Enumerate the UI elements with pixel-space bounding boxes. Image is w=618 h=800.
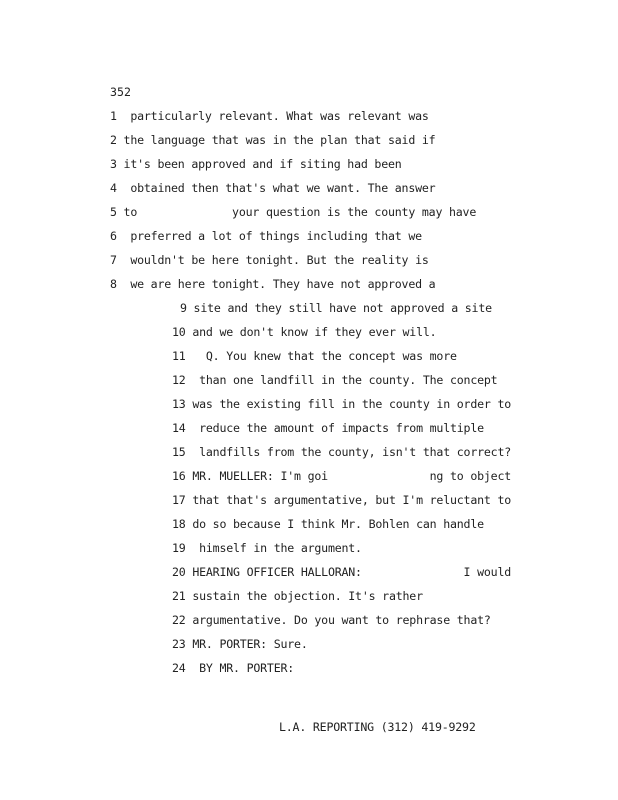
- transcript-line: 12 than one landfill in the county. The concept: [172, 373, 498, 387]
- transcript-line: 21 sustain the objection. It's rather: [172, 589, 423, 603]
- transcript-line: 3 it's been approved and if siting had been: [110, 157, 402, 171]
- transcript-line: 23 MR. PORTER: Sure.: [172, 637, 308, 651]
- transcript-line: 20 HEARING OFFICER HALLORAN: I would: [172, 565, 512, 579]
- transcript-line: 14 reduce the amount of impacts from multiple: [172, 421, 484, 435]
- transcript-line: 2 the language that was in the plan that said if: [110, 133, 436, 147]
- page-number: 352: [110, 85, 131, 99]
- transcript-line: 9 site and they still have not approved a site: [180, 301, 492, 315]
- transcript-line: 18 do so because I think Mr. Bohlen can handle: [172, 517, 484, 531]
- transcript-line: 19 himself in the argument.: [172, 541, 362, 555]
- transcript-line: 8 we are here tonight. They have not approved a: [110, 277, 436, 291]
- transcript-line: 15 landfills from the county, isn't that correct?: [172, 445, 512, 459]
- transcript-line: 13 was the existing fill in the county in order to: [172, 397, 512, 411]
- transcript-line: 17 that that's argumentative, but I'm reluctant to: [172, 493, 512, 507]
- transcript-line: 22 argumentative. Do you want to rephrase that?: [172, 613, 491, 627]
- transcript-line: 1 particularly relevant. What was relevant was: [110, 109, 429, 123]
- transcript-line: 11 Q. You knew that the concept was more: [172, 349, 457, 363]
- transcript-line: 5 to your question is the county may have: [110, 205, 477, 219]
- transcript-line: 4 obtained then that's what we want. The answer: [110, 181, 436, 195]
- transcript-line: 6 preferred a lot of things including that we: [110, 229, 422, 243]
- transcript-line: 24 BY MR. PORTER:: [172, 661, 295, 675]
- transcript-line: 7 wouldn't be here tonight. But the reality is: [110, 253, 429, 267]
- reporter-footer: L.A. REPORTING (312) 419-9292: [279, 720, 476, 734]
- transcript-line: 10 and we don't know if they ever will.: [172, 325, 437, 339]
- transcript-line: 16 MR. MUELLER: I'm goi ng to object: [172, 469, 512, 483]
